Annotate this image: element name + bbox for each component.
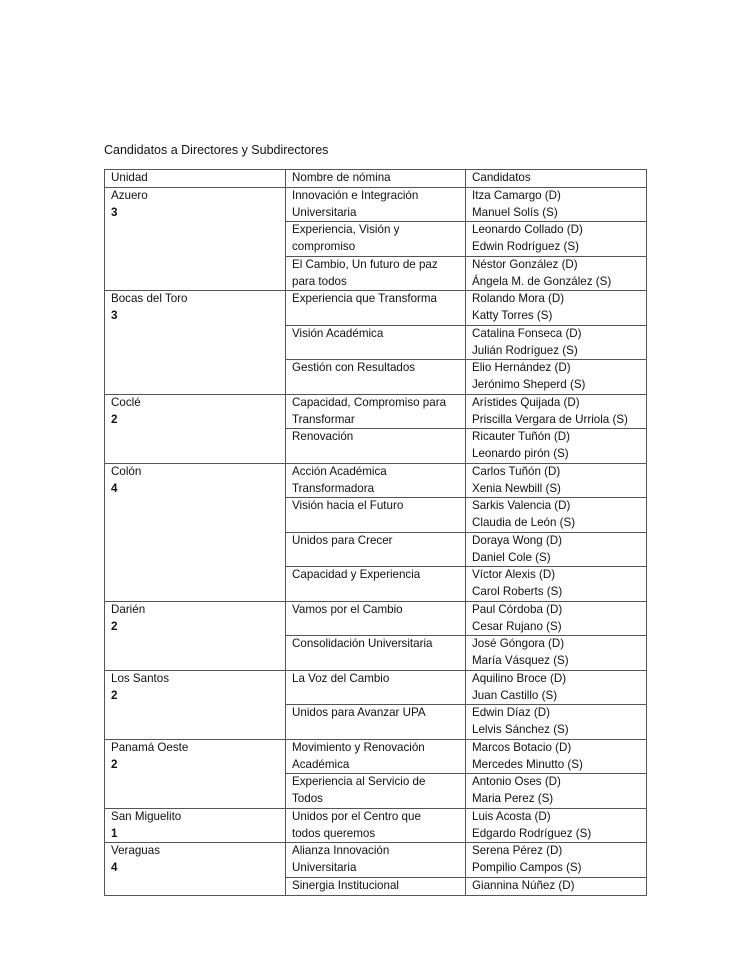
nomina-name-line: Experiencia que Transforma [292, 292, 437, 306]
nomina-cell [286, 532, 466, 567]
unit-name: Colón [111, 464, 142, 478]
candidates-cell [466, 498, 647, 533]
candidate-name: Marcos Botacio (D) [472, 740, 572, 754]
nomina-empty-line [292, 343, 459, 360]
unit-count: 2 [111, 757, 118, 771]
unit-name: Veraguas [111, 844, 160, 858]
candidate-name: Cesar Rujano (S) [472, 619, 562, 633]
unit-count: 1 [111, 826, 118, 840]
nomina-name-line: Vamos por el Cambio [292, 602, 403, 616]
candidate-name: Sarkis Valencia (D) [472, 499, 571, 513]
nomina-empty-line [292, 377, 459, 394]
nomina-cell [286, 601, 466, 636]
candidate-name: Catalina Fonseca (D) [472, 326, 582, 340]
nomina-cell [286, 498, 466, 533]
table-row [105, 394, 647, 429]
candidate-name: María Vásquez (S) [472, 654, 569, 667]
candidates-cell [466, 360, 647, 395]
candidates-cell [466, 601, 647, 636]
unit-name: Coclé [111, 395, 141, 409]
nomina-name-line: Capacidad, Compromiso para [292, 395, 447, 409]
nomina-empty-line [292, 653, 459, 670]
candidate-name: Pompilio Campos (S) [472, 861, 582, 874]
unit-cell [105, 187, 286, 291]
unit-cell [105, 670, 286, 739]
candidate-name: Edwin Díaz (D) [472, 706, 550, 720]
candidates-cell [466, 532, 647, 567]
nomina-cell [286, 325, 466, 360]
candidate-name: Julián Rodríguez (S) [472, 343, 578, 357]
candidates-cell [466, 222, 647, 257]
table-row [105, 291, 647, 326]
candidate-name: Serena Pérez (D) [472, 844, 563, 858]
candidates-cell [466, 877, 647, 895]
candidate-name: Giannina Núñez (D) [472, 878, 575, 892]
nomina-name-line: compromiso [292, 240, 356, 253]
candidate-name: Elio Hernández (D) [472, 361, 571, 375]
nomina-empty-line [292, 584, 459, 601]
nomina-empty-line [292, 515, 459, 532]
candidate-name: Xenia Newbill (S) [472, 481, 561, 495]
candidate-name: Maria Perez (S) [472, 792, 554, 805]
nomina-name-line: Consolidación Universitaria [292, 637, 433, 651]
candidates-cell [466, 843, 647, 878]
nomina-name-line: Movimiento y Renovación [292, 740, 425, 754]
nomina-name-line: Unidos por el Centro que [292, 809, 421, 823]
nomina-cell [286, 877, 466, 895]
candidates-table [104, 169, 647, 896]
nomina-name-line: Todos [292, 792, 323, 805]
nomina-cell [286, 187, 466, 222]
table-row [105, 808, 647, 843]
nomina-name-line: Universitaria [292, 205, 357, 219]
nomina-empty-line [292, 688, 459, 705]
candidates-cell [466, 808, 647, 843]
candidates-cell [466, 429, 647, 464]
nomina-cell [286, 843, 466, 878]
unit-cell [105, 739, 286, 808]
nomina-name-line: Capacidad y Experiencia [292, 568, 421, 582]
candidate-name: Lelvis Sánchez (S) [472, 723, 569, 736]
candidate-name: Mercedes Minutto (S) [472, 757, 583, 771]
candidate-name: Carlos Tuñón (D) [472, 464, 561, 478]
candidates-cell [466, 705, 647, 740]
candidates-cell [466, 774, 647, 809]
candidates-cell [466, 463, 647, 498]
nomina-cell [286, 222, 466, 257]
table-row [105, 843, 647, 878]
candidate-name: Daniel Cole (S) [472, 550, 551, 564]
nomina-name-line: Unidos para Crecer [292, 533, 393, 547]
unit-name: Los Santos [111, 671, 170, 685]
candidate-name: Katty Torres (S) [472, 309, 553, 322]
unit-count: 3 [111, 205, 118, 219]
candidate-name: Paul Córdoba (D) [472, 602, 563, 616]
candidate-name: Rolando Mora (D) [472, 292, 565, 306]
unit-cell [105, 291, 286, 395]
table-header-row [105, 170, 647, 188]
candidate-name: Doraya Wong (D) [472, 533, 562, 547]
unit-count: 2 [111, 412, 118, 426]
unit-name: Bocas del Toro [111, 292, 188, 306]
unit-name: Darién [111, 602, 146, 616]
candidate-name: Edwin Rodríguez (S) [472, 240, 579, 253]
candidate-name: Luis Acosta (D) [472, 809, 551, 823]
nomina-name-line: Gestión con Resultados [292, 361, 416, 375]
unit-count: 3 [111, 309, 118, 322]
unit-cell [105, 808, 286, 843]
nomina-cell [286, 463, 466, 498]
candidate-name: Priscilla Vergara de Urriola (S) [472, 412, 628, 426]
table-row [105, 463, 647, 498]
unit-name: Azuero [111, 188, 148, 202]
unit-cell [105, 463, 286, 601]
unit-count: 2 [111, 619, 118, 633]
nomina-cell [286, 394, 466, 429]
nomina-name-line: Innovación e Integración [292, 188, 419, 202]
unit-count: 2 [111, 688, 118, 702]
nomina-name-line: Acción Académica [292, 464, 387, 478]
table-row [105, 601, 647, 636]
candidates-cell [466, 567, 647, 602]
header-nombre-nomina: Nombre de nómina [286, 170, 466, 188]
candidate-name: Carol Roberts (S) [472, 585, 563, 598]
unit-name: Panamá Oeste [111, 740, 189, 754]
unit-count: 4 [111, 481, 118, 495]
nomina-name-line: Visión hacia el Futuro [292, 499, 404, 513]
nomina-name-line: Alianza Innovación [292, 844, 390, 858]
nomina-cell [286, 256, 466, 291]
candidate-name: Aquilino Broce (D) [472, 671, 567, 685]
header-unidad: Unidad [105, 170, 286, 188]
header-candidatos: Candidatos [466, 170, 647, 188]
candidate-name: Itza Camargo (D) [472, 188, 561, 202]
nomina-name-line: para todos [292, 274, 347, 288]
candidates-cell [466, 739, 647, 774]
candidate-name: Ángela M. de González (S) [472, 274, 612, 288]
candidate-name: Leonardo pirón (S) [472, 447, 569, 460]
unit-cell [105, 843, 286, 895]
candidate-name: Leonardo Collado (D) [472, 223, 583, 237]
nomina-name-line: Académica [292, 757, 350, 771]
nomina-empty-line [292, 550, 459, 567]
nomina-name-line: Renovación [292, 430, 354, 444]
nomina-cell [286, 291, 466, 326]
nomina-cell [286, 705, 466, 740]
candidate-name: Arístides Quijada (D) [472, 395, 580, 409]
candidates-cell [466, 636, 647, 671]
nomina-name-line: Experiencia al Servicio de [292, 775, 426, 789]
candidates-cell [466, 187, 647, 222]
nomina-cell [286, 360, 466, 395]
nomina-name-line: Sinergia Institucional [292, 878, 399, 892]
candidate-name: Néstor González (D) [472, 257, 578, 271]
unit-cell [105, 601, 286, 670]
candidates-cell [466, 325, 647, 360]
table-body [105, 187, 647, 895]
nomina-name-line: Unidos para Avanzar UPA [292, 706, 426, 720]
nomina-cell [286, 636, 466, 671]
nomina-name-line: todos queremos [292, 826, 376, 840]
nomina-empty-line [292, 722, 459, 739]
page-title: Candidatos a Directores y Subdirectores [104, 143, 329, 157]
table-row [105, 739, 647, 774]
candidate-name: Claudia de León (S) [472, 516, 576, 529]
nomina-cell [286, 670, 466, 705]
nomina-name-line: Transformar [292, 412, 355, 426]
nomina-name-line: La Voz del Cambio [292, 671, 390, 685]
nomina-empty-line [292, 619, 459, 636]
nomina-name-line: Universitaria [292, 861, 357, 874]
candidates-cell [466, 256, 647, 291]
candidates-cell [466, 291, 647, 326]
unit-name: San Miguelito [111, 809, 182, 823]
nomina-name-line: Visión Académica [292, 326, 384, 340]
candidate-name: Víctor Alexis (D) [472, 568, 556, 582]
candidate-name: José Góngora (D) [472, 637, 565, 651]
nomina-cell [286, 429, 466, 464]
candidate-name: Antonio Oses (D) [472, 775, 561, 789]
nomina-empty-line [292, 446, 459, 463]
candidate-name: Ricauter Tuñón (D) [472, 430, 570, 444]
candidates-cell [466, 394, 647, 429]
candidate-name: Juan Castillo (S) [472, 688, 558, 702]
table-row [105, 187, 647, 222]
nomina-cell [286, 774, 466, 809]
candidate-name: Jerónimo Sheperd (S) [472, 378, 586, 391]
nomina-cell [286, 567, 466, 602]
candidate-name: Edgardo Rodríguez (S) [472, 826, 592, 840]
table-row [105, 670, 647, 705]
candidates-cell [466, 670, 647, 705]
nomina-empty-line [292, 308, 459, 325]
nomina-cell [286, 739, 466, 774]
unit-count: 4 [111, 861, 118, 874]
nomina-name-line: Transformadora [292, 481, 375, 495]
nomina-name-line: Experiencia, Visión y [292, 223, 400, 237]
nomina-cell [286, 808, 466, 843]
nomina-name-line: El Cambio, Un futuro de paz [292, 257, 438, 271]
unit-cell [105, 394, 286, 463]
candidate-name: Manuel Solís (S) [472, 205, 558, 219]
